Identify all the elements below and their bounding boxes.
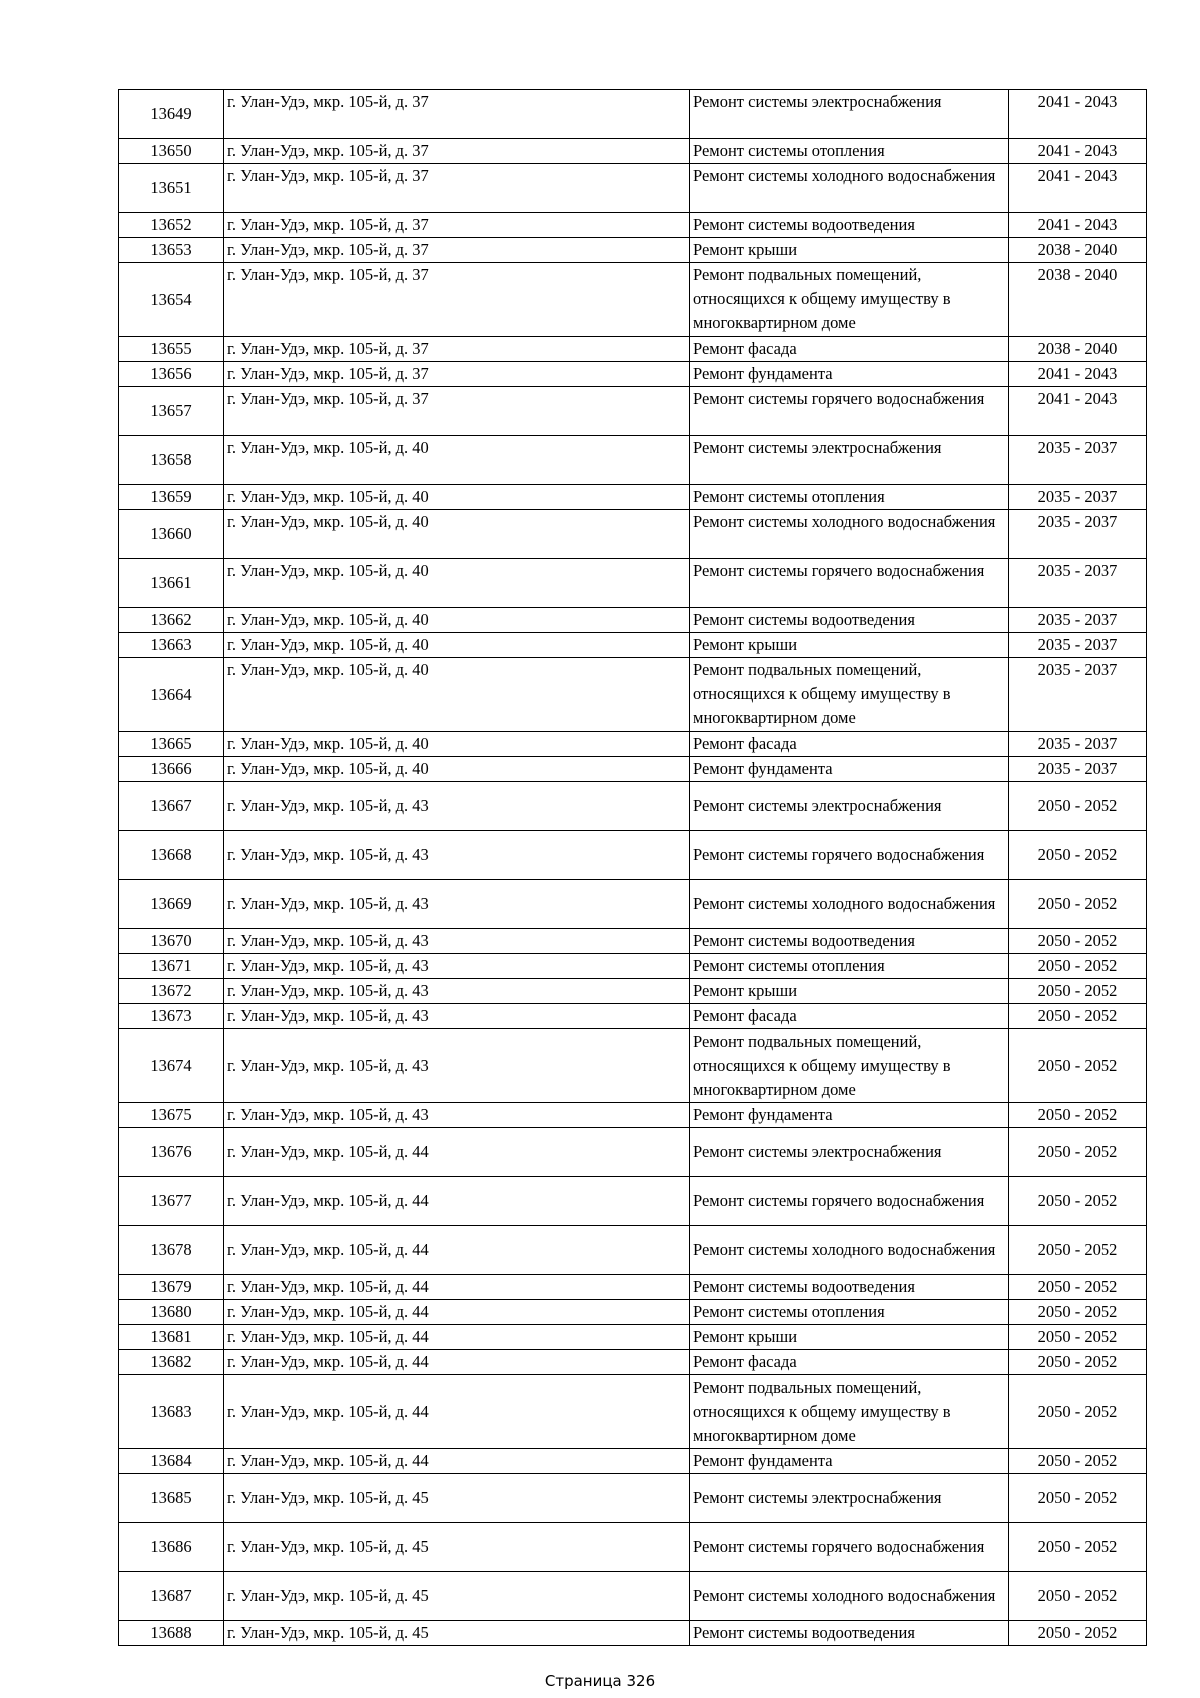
row-number-cell: 13683: [119, 1375, 224, 1449]
address-cell: г. Улан-Удэ, мкр. 105-й, д. 37: [224, 263, 690, 337]
period-cell: 2050 - 2052: [1009, 1375, 1147, 1449]
period-cell: 2050 - 2052: [1009, 1004, 1147, 1029]
work-type-cell: Ремонт системы холодного водоснабжения: [690, 164, 1009, 213]
address-cell: г. Улан-Удэ, мкр. 105-й, д. 37: [224, 387, 690, 436]
row-number-cell: 13670: [119, 929, 224, 954]
work-type-cell: Ремонт системы отопления: [690, 1300, 1009, 1325]
address-cell: г. Улан-Удэ, мкр. 105-й, д. 37: [224, 337, 690, 362]
address-cell: г. Улан-Удэ, мкр. 105-й, д. 40: [224, 510, 690, 559]
period-cell: 2038 - 2040: [1009, 337, 1147, 362]
address-cell: г. Улан-Удэ, мкр. 105-й, д. 44: [224, 1300, 690, 1325]
row-number-cell: 13677: [119, 1177, 224, 1226]
address-cell: г. Улан-Удэ, мкр. 105-й, д. 44: [224, 1128, 690, 1177]
work-type-cell: Ремонт системы отопления: [690, 139, 1009, 164]
table-row: [119, 1375, 1147, 1449]
row-number-cell: 13681: [119, 1325, 224, 1350]
table-row: [119, 757, 1147, 782]
row-number-cell: 13688: [119, 1621, 224, 1646]
period-cell: 2050 - 2052: [1009, 1300, 1147, 1325]
table-row: [119, 1128, 1147, 1177]
period-cell: 2050 - 2052: [1009, 1350, 1147, 1375]
period-cell: 2041 - 2043: [1009, 164, 1147, 213]
period-cell: 2035 - 2037: [1009, 436, 1147, 485]
row-number-cell: 13682: [119, 1350, 224, 1375]
address-cell: г. Улан-Удэ, мкр. 105-й, д. 40: [224, 559, 690, 608]
work-type-cell: Ремонт системы холодного водоснабжения: [690, 880, 1009, 929]
row-number-cell: 13655: [119, 337, 224, 362]
period-cell: 2050 - 2052: [1009, 1474, 1147, 1523]
row-number-cell: 13680: [119, 1300, 224, 1325]
row-number-cell: 13656: [119, 362, 224, 387]
table-row: [119, 979, 1147, 1004]
work-type-cell: Ремонт системы холодного водоснабжения: [690, 1226, 1009, 1275]
row-number-cell: 13657: [119, 387, 224, 436]
address-cell: г. Улан-Удэ, мкр. 105-й, д. 40: [224, 658, 690, 732]
address-cell: г. Улан-Удэ, мкр. 105-й, д. 37: [224, 362, 690, 387]
work-type-cell: Ремонт системы водоотведения: [690, 213, 1009, 238]
row-number-cell: 13662: [119, 608, 224, 633]
table-row: [119, 362, 1147, 387]
table-row: [119, 1621, 1147, 1646]
row-number-cell: 13665: [119, 732, 224, 757]
table-body: [119, 90, 1147, 1646]
address-cell: г. Улан-Удэ, мкр. 105-й, д. 45: [224, 1474, 690, 1523]
row-number-cell: 13659: [119, 485, 224, 510]
capital-repair-schedule-table: [118, 89, 1147, 1646]
row-number-cell: 13663: [119, 633, 224, 658]
table-row: [119, 510, 1147, 559]
row-number-cell: 13678: [119, 1226, 224, 1275]
table-row: [119, 1275, 1147, 1300]
table-row: [119, 732, 1147, 757]
table-row: [119, 485, 1147, 510]
table-row: [119, 1572, 1147, 1621]
work-type-cell: Ремонт системы горячего водоснабжения: [690, 559, 1009, 608]
address-cell: г. Улан-Удэ, мкр. 105-й, д. 37: [224, 238, 690, 263]
address-cell: г. Улан-Удэ, мкр. 105-й, д. 44: [224, 1350, 690, 1375]
address-cell: г. Улан-Удэ, мкр. 105-й, д. 37: [224, 213, 690, 238]
period-cell: 2050 - 2052: [1009, 831, 1147, 880]
work-type-cell: Ремонт системы электроснабжения: [690, 436, 1009, 485]
table-row: [119, 1474, 1147, 1523]
table-row: [119, 90, 1147, 139]
row-number-cell: 13687: [119, 1572, 224, 1621]
row-number-cell: 13674: [119, 1029, 224, 1103]
work-type-cell: Ремонт системы электроснабжения: [690, 1128, 1009, 1177]
table-row: [119, 831, 1147, 880]
work-type-cell: Ремонт фундамента: [690, 1449, 1009, 1474]
period-cell: 2050 - 2052: [1009, 1275, 1147, 1300]
work-type-cell: Ремонт фасада: [690, 1350, 1009, 1375]
address-cell: г. Улан-Удэ, мкр. 105-й, д. 43: [224, 954, 690, 979]
row-number-cell: 13666: [119, 757, 224, 782]
period-cell: 2038 - 2040: [1009, 263, 1147, 337]
address-cell: г. Улан-Удэ, мкр. 105-й, д. 37: [224, 90, 690, 139]
table-row: [119, 633, 1147, 658]
address-cell: г. Улан-Удэ, мкр. 105-й, д. 40: [224, 608, 690, 633]
work-type-cell: Ремонт крыши: [690, 1325, 1009, 1350]
period-cell: 2041 - 2043: [1009, 90, 1147, 139]
row-number-cell: 13658: [119, 436, 224, 485]
address-cell: г. Улан-Удэ, мкр. 105-й, д. 43: [224, 1004, 690, 1029]
address-cell: г. Улан-Удэ, мкр. 105-й, д. 44: [224, 1325, 690, 1350]
address-cell: г. Улан-Удэ, мкр. 105-й, д. 44: [224, 1375, 690, 1449]
address-cell: г. Улан-Удэ, мкр. 105-й, д. 40: [224, 633, 690, 658]
address-cell: г. Улан-Удэ, мкр. 105-й, д. 45: [224, 1523, 690, 1572]
period-cell: 2035 - 2037: [1009, 732, 1147, 757]
row-number-cell: 13684: [119, 1449, 224, 1474]
address-cell: г. Улан-Удэ, мкр. 105-й, д. 44: [224, 1177, 690, 1226]
address-cell: г. Улан-Удэ, мкр. 105-й, д. 45: [224, 1621, 690, 1646]
work-type-cell: Ремонт системы водоотведения: [690, 1621, 1009, 1646]
table-row: [119, 880, 1147, 929]
row-number-cell: 13672: [119, 979, 224, 1004]
table-row: [119, 387, 1147, 436]
period-cell: 2035 - 2037: [1009, 658, 1147, 732]
period-cell: 2035 - 2037: [1009, 633, 1147, 658]
address-cell: г. Улан-Удэ, мкр. 105-й, д. 44: [224, 1275, 690, 1300]
table-row: [119, 213, 1147, 238]
period-cell: 2050 - 2052: [1009, 1177, 1147, 1226]
period-cell: 2050 - 2052: [1009, 954, 1147, 979]
period-cell: 2050 - 2052: [1009, 1523, 1147, 1572]
work-type-cell: Ремонт системы отопления: [690, 485, 1009, 510]
period-cell: 2038 - 2040: [1009, 238, 1147, 263]
period-cell: 2041 - 2043: [1009, 139, 1147, 164]
period-cell: 2050 - 2052: [1009, 979, 1147, 1004]
period-cell: 2050 - 2052: [1009, 1325, 1147, 1350]
address-cell: г. Улан-Удэ, мкр. 105-й, д. 40: [224, 485, 690, 510]
work-type-cell: Ремонт системы холодного водоснабжения: [690, 1572, 1009, 1621]
row-number-cell: 13671: [119, 954, 224, 979]
work-type-cell: Ремонт подвальных помещений, относящихся к общему имуществу в многоквартирном доме: [690, 263, 1009, 337]
work-type-cell: Ремонт фундамента: [690, 757, 1009, 782]
work-type-cell: Ремонт крыши: [690, 979, 1009, 1004]
page-footer: Страница 326: [544, 1672, 656, 1690]
work-type-cell: Ремонт системы горячего водоснабжения: [690, 387, 1009, 436]
work-type-cell: Ремонт системы электроснабжения: [690, 782, 1009, 831]
table-row: [119, 263, 1147, 337]
address-cell: г. Улан-Удэ, мкр. 105-й, д. 40: [224, 732, 690, 757]
table-row: [119, 1449, 1147, 1474]
table-row: [119, 929, 1147, 954]
work-type-cell: Ремонт системы водоотведения: [690, 1275, 1009, 1300]
table-row: [119, 1523, 1147, 1572]
table-row: [119, 1103, 1147, 1128]
row-number-cell: 13654: [119, 263, 224, 337]
row-number-cell: 13652: [119, 213, 224, 238]
row-number-cell: 13667: [119, 782, 224, 831]
period-cell: 2050 - 2052: [1009, 1572, 1147, 1621]
address-cell: г. Улан-Удэ, мкр. 105-й, д. 43: [224, 880, 690, 929]
period-cell: 2050 - 2052: [1009, 1128, 1147, 1177]
table-row: [119, 1350, 1147, 1375]
period-cell: 2035 - 2037: [1009, 757, 1147, 782]
work-type-cell: Ремонт фасада: [690, 732, 1009, 757]
work-type-cell: Ремонт системы холодного водоснабжения: [690, 510, 1009, 559]
address-cell: г. Улан-Удэ, мкр. 105-й, д. 43: [224, 929, 690, 954]
row-number-cell: 13668: [119, 831, 224, 880]
period-cell: 2050 - 2052: [1009, 1449, 1147, 1474]
row-number-cell: 13673: [119, 1004, 224, 1029]
address-cell: г. Улан-Удэ, мкр. 105-й, д. 43: [224, 831, 690, 880]
table-row: [119, 782, 1147, 831]
period-cell: 2035 - 2037: [1009, 510, 1147, 559]
work-type-cell: Ремонт фундамента: [690, 1103, 1009, 1128]
period-cell: 2050 - 2052: [1009, 782, 1147, 831]
work-type-cell: Ремонт подвальных помещений, относящихся к общему имуществу в многоквартирном доме: [690, 1029, 1009, 1103]
period-cell: 2035 - 2037: [1009, 559, 1147, 608]
row-number-cell: 13649: [119, 90, 224, 139]
row-number-cell: 13651: [119, 164, 224, 213]
address-cell: г. Улан-Удэ, мкр. 105-й, д. 43: [224, 1029, 690, 1103]
period-cell: 2041 - 2043: [1009, 387, 1147, 436]
row-number-cell: 13686: [119, 1523, 224, 1572]
table-row: [119, 559, 1147, 608]
row-number-cell: 13661: [119, 559, 224, 608]
work-type-cell: Ремонт фасада: [690, 1004, 1009, 1029]
table-row: [119, 139, 1147, 164]
table-row: [119, 238, 1147, 263]
row-number-cell: 13664: [119, 658, 224, 732]
table-row: [119, 1029, 1147, 1103]
work-type-cell: Ремонт системы горячего водоснабжения: [690, 831, 1009, 880]
period-cell: 2050 - 2052: [1009, 880, 1147, 929]
address-cell: г. Улан-Удэ, мкр. 105-й, д. 40: [224, 436, 690, 485]
address-cell: г. Улан-Удэ, мкр. 105-й, д. 37: [224, 139, 690, 164]
row-number-cell: 13660: [119, 510, 224, 559]
period-cell: 2050 - 2052: [1009, 1226, 1147, 1275]
table-row: [119, 1325, 1147, 1350]
table-row: [119, 1300, 1147, 1325]
work-type-cell: Ремонт подвальных помещений, относящихся к общему имуществу в многоквартирном доме: [690, 1375, 1009, 1449]
table-row: [119, 954, 1147, 979]
address-cell: г. Улан-Удэ, мкр. 105-й, д. 40: [224, 757, 690, 782]
work-type-cell: Ремонт системы водоотведения: [690, 608, 1009, 633]
work-type-cell: Ремонт системы отопления: [690, 954, 1009, 979]
address-cell: г. Улан-Удэ, мкр. 105-й, д. 43: [224, 979, 690, 1004]
period-cell: 2050 - 2052: [1009, 1621, 1147, 1646]
period-cell: 2041 - 2043: [1009, 362, 1147, 387]
work-type-cell: Ремонт крыши: [690, 633, 1009, 658]
table-row: [119, 164, 1147, 213]
period-cell: 2035 - 2037: [1009, 608, 1147, 633]
work-type-cell: Ремонт фундамента: [690, 362, 1009, 387]
table-row: [119, 608, 1147, 633]
period-cell: 2050 - 2052: [1009, 1029, 1147, 1103]
period-cell: 2041 - 2043: [1009, 213, 1147, 238]
address-cell: г. Улан-Удэ, мкр. 105-й, д. 37: [224, 164, 690, 213]
period-cell: 2050 - 2052: [1009, 929, 1147, 954]
row-number-cell: 13679: [119, 1275, 224, 1300]
row-number-cell: 13650: [119, 139, 224, 164]
work-type-cell: Ремонт системы горячего водоснабжения: [690, 1523, 1009, 1572]
work-type-cell: Ремонт системы электроснабжения: [690, 90, 1009, 139]
table-row: [119, 1004, 1147, 1029]
address-cell: г. Улан-Удэ, мкр. 105-й, д. 45: [224, 1572, 690, 1621]
table-row: [119, 337, 1147, 362]
address-cell: г. Улан-Удэ, мкр. 105-й, д. 43: [224, 1103, 690, 1128]
row-number-cell: 13676: [119, 1128, 224, 1177]
address-cell: г. Улан-Удэ, мкр. 105-й, д. 44: [224, 1449, 690, 1474]
row-number-cell: 13675: [119, 1103, 224, 1128]
address-cell: г. Улан-Удэ, мкр. 105-й, д. 43: [224, 782, 690, 831]
table-row: [119, 436, 1147, 485]
row-number-cell: 13685: [119, 1474, 224, 1523]
work-type-cell: Ремонт системы водоотведения: [690, 929, 1009, 954]
work-type-cell: Ремонт системы электроснабжения: [690, 1474, 1009, 1523]
work-type-cell: Ремонт крыши: [690, 238, 1009, 263]
work-type-cell: Ремонт системы горячего водоснабжения: [690, 1177, 1009, 1226]
period-cell: 2035 - 2037: [1009, 485, 1147, 510]
table-row: [119, 658, 1147, 732]
table-row: [119, 1226, 1147, 1275]
table-row: [119, 1177, 1147, 1226]
period-cell: 2050 - 2052: [1009, 1103, 1147, 1128]
row-number-cell: 13653: [119, 238, 224, 263]
work-type-cell: Ремонт подвальных помещений, относящихся к общему имуществу в многоквартирном доме: [690, 658, 1009, 732]
address-cell: г. Улан-Удэ, мкр. 105-й, д. 44: [224, 1226, 690, 1275]
work-type-cell: Ремонт фасада: [690, 337, 1009, 362]
row-number-cell: 13669: [119, 880, 224, 929]
